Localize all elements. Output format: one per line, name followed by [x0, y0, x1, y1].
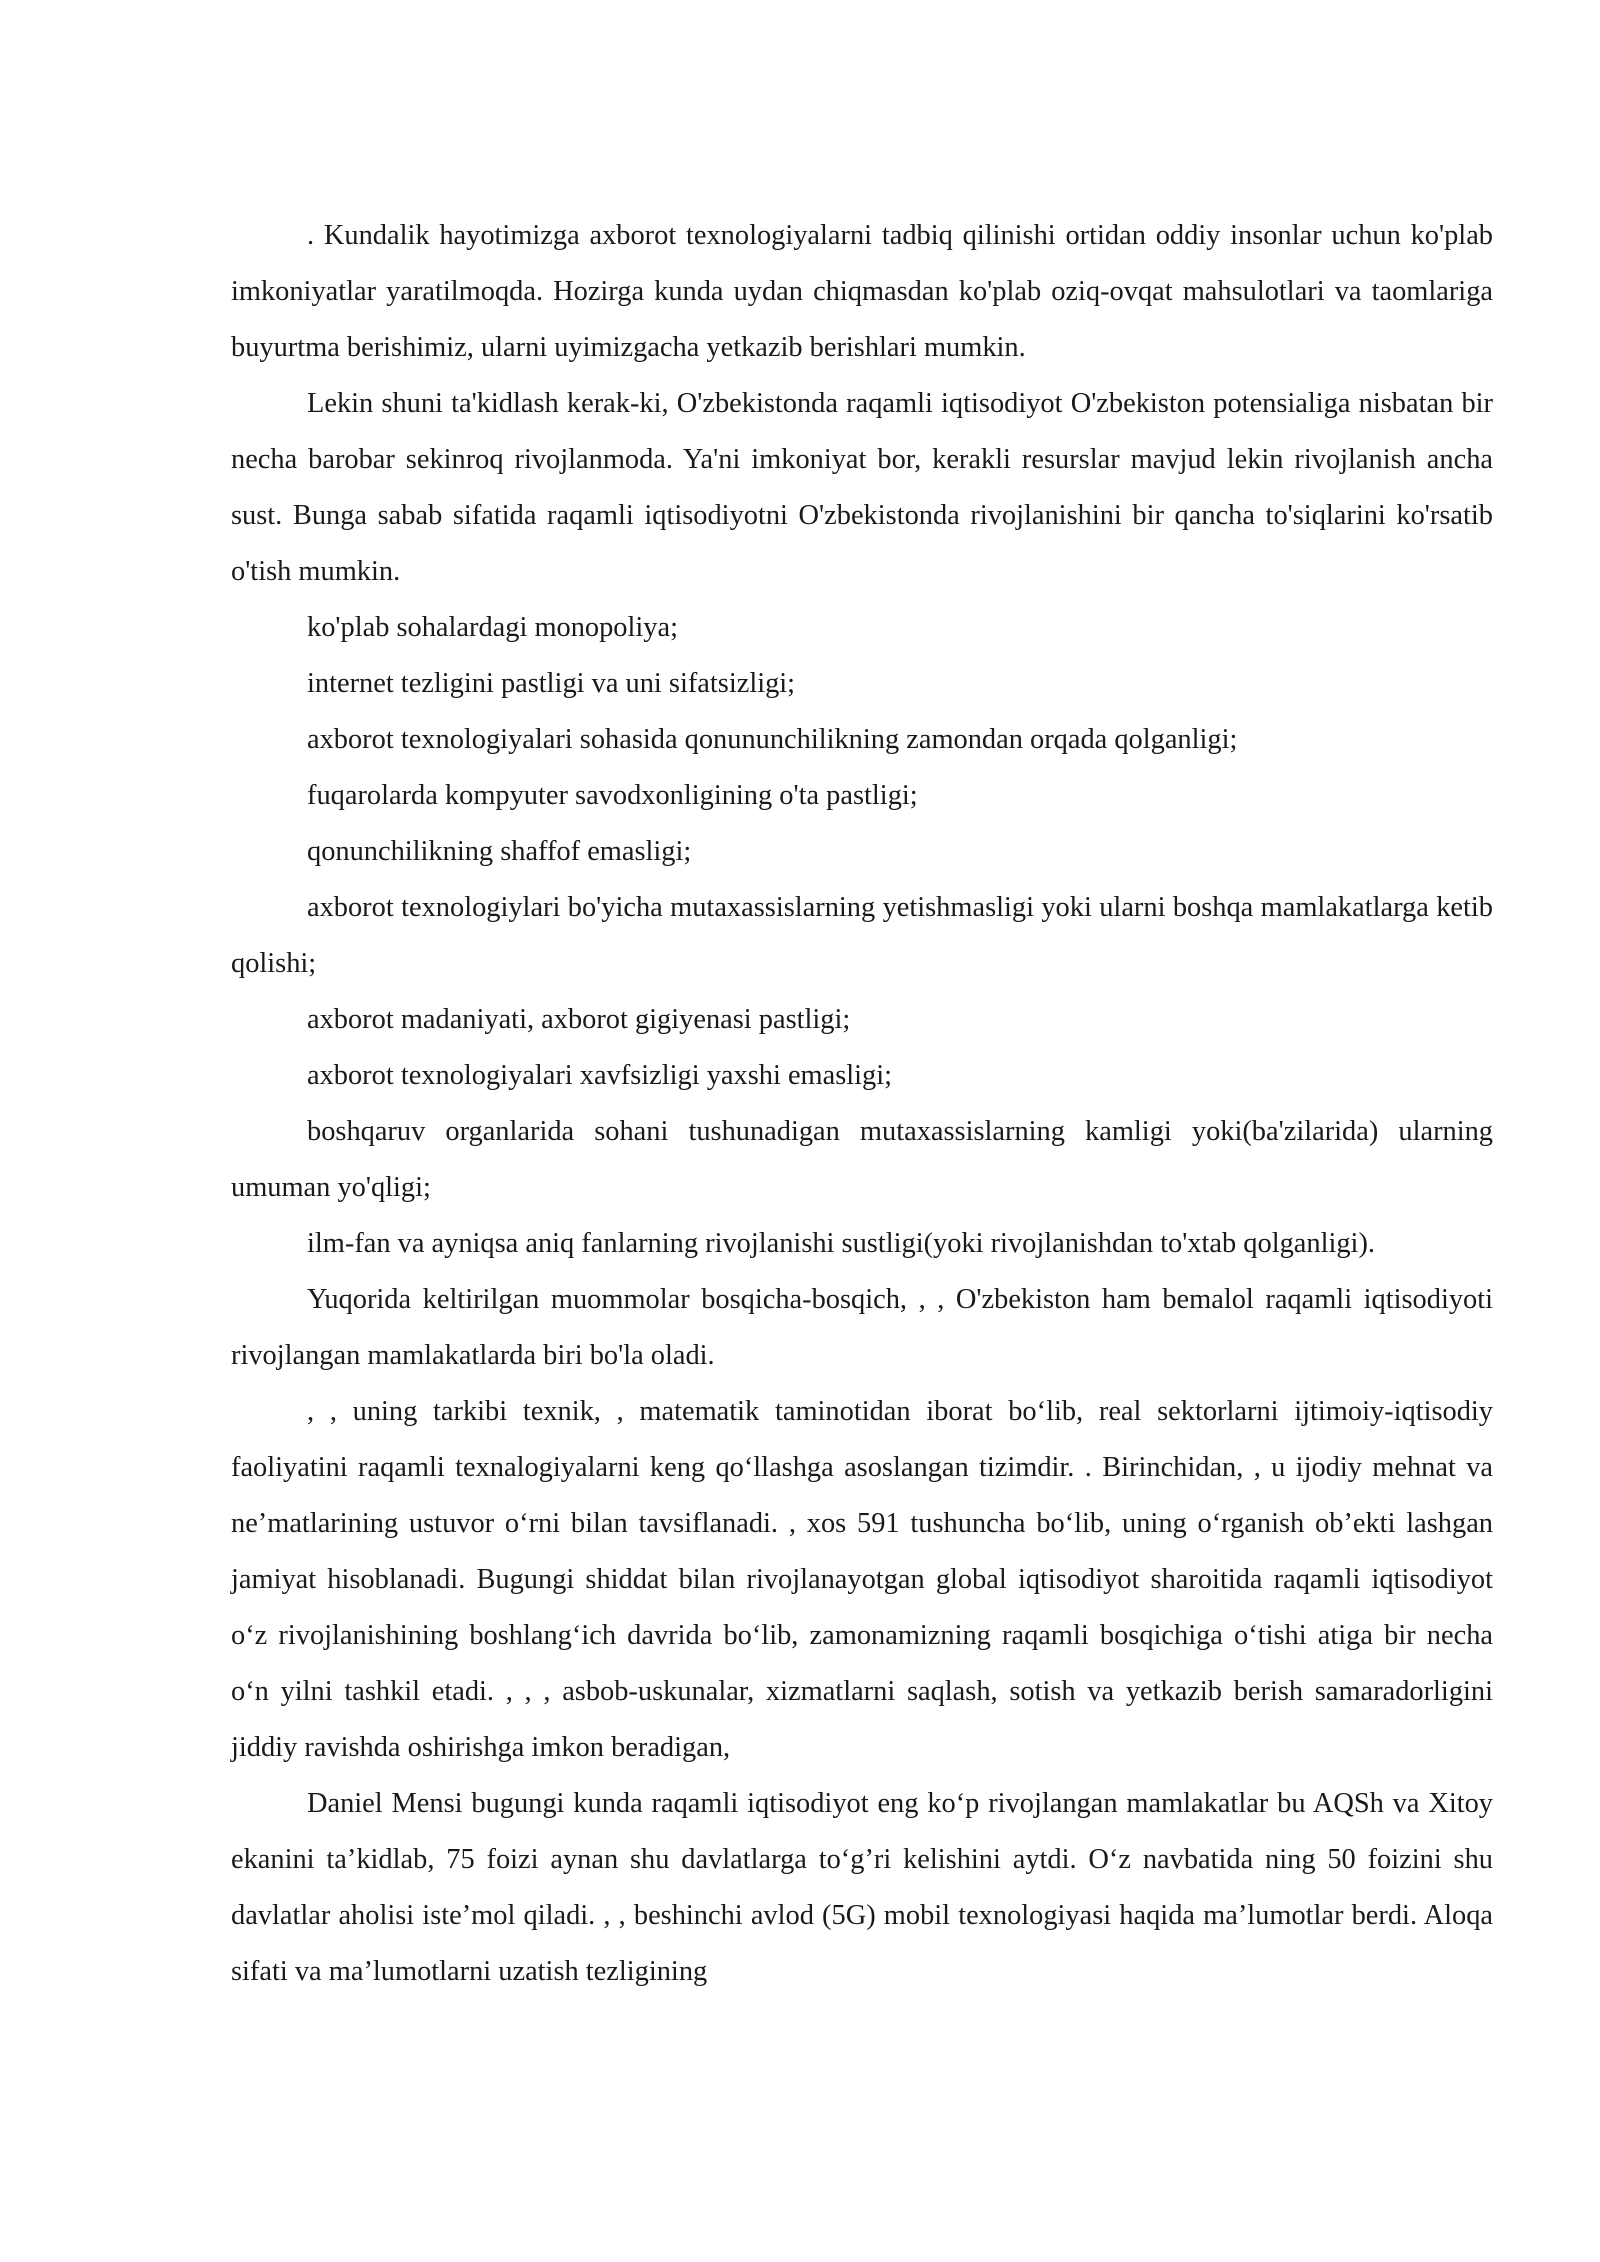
list-item-legislation-outdated: axborot texnologiyalari sohasida qonununchilikning zamondan orqada qolganligi; [307, 724, 1238, 755]
list-item-legislation-transparency: qonunchilikning shaffof emasligi; [307, 836, 692, 867]
paragraph-conclusion: Yuqorida keltirilgan muommolar bosqicha-bosqich, , , O'zbekiston ham bemalol raqamli iqtisodiyoti rivojlangan mamlakatlarda biri bo'la oladi. [231, 1284, 1493, 1371]
paragraph-daniel-mensi: Daniel Mensi bugungi kunda raqamli iqtisodiyot eng ko‘p rivojlangan mamlakatlar bu AQSh va Xitoy ekanini ta’kidlab, 75 foizi aynan shu davlatlarga to‘g’ri kelishini aytdi. O‘z navbatida ning 50 foizini shu davlatlar aholisi iste’mol qiladi. , , beshinchi avlod (5G) mobil texnologiyasi haqida ma’lumotlar berdi. Aloqa sifati va ma’lumotlarni uzatish tezligining [231, 1788, 1493, 1987]
paragraph-obstacles-intro: Lekin shuni ta'kidlash kerak-ki, O'zbekistonda raqamli iqtisodiyot O'zbekiston potensialiga nisbatan bir necha barobar sekinroq rivojlanmoda. Ya'ni imkoniyat bor, kerakli resurslar mavjud lekin rivojlanish ancha sust. Bunga sabab sifatida raqamli iqtisodiyotni O'zbekistonda rivojlanishini bir qancha to'siqlarini ko'rsatib o'tish mumkin. [231, 388, 1493, 587]
list-item-information-culture: axborot madaniyati, axborot gigiyenasi pastligi; [307, 1004, 851, 1035]
list-item-science-development: ilm-fan va ayniqsa aniq fanlarning rivojlanishi sustligi(yoki rivojlanishdan to'xtab qolganligi). [307, 1228, 1375, 1259]
list-item-management-bodies: boshqaruv organlarida sohani tushunadigan mutaxassislarning kamligi yoki(ba'zilarida) ularning umuman yo'qligi; [231, 1116, 1493, 1203]
list-item-computer-literacy: fuqarolarda kompyuter savodxonligining o'ta pastligi; [307, 780, 918, 811]
paragraph-digital-economy-definition: , , uning tarkibi texnik, , matematik taminotidan iborat bo‘lib, real sektorlarni ijtimoiy-iqtisodiy faoliyatini raqamli texnalogiyalarni keng qo‘llashga asoslangan tizimdir. . Birinchidan, , u ijodiy mehnat va ne’matlarining ustuvor o‘rni bilan tavsiflanadi. , xos 591 tushuncha bo‘lib, uning o‘rganish ob’ekti lashgan jamiyat hisoblanadi. Bugungi shiddat bilan rivojlanayotgan global iqtisodiyot sharoitida raqamli iqtisodiyot o‘z rivojlanishining boshlang‘ich davrida bo‘lib, zamonamizning raqamli bosqichiga o‘tishi atiga bir necha o‘n yilni tashkil etadi. , , , asbob-uskunalar, xizmatlarni saqlash, sotish va yetkazib berish samaradorligini jiddiy ravishda oshirishga imkon beradigan, [231, 1396, 1493, 1763]
list-item-it-security: axborot texnologiyalari xavfsizligi yaxshi emasligi; [307, 1060, 893, 1091]
list-item-specialist-shortage: axborot texnologiylari bo'yicha mutaxassislarning yetishmasligi yoki ularni boshqa mamlakatlarga ketib qolishi; [231, 892, 1493, 979]
list-item-monopoly: ko'plab sohalardagi monopoliya; [307, 612, 678, 643]
document-page [231, 208, 1493, 2000]
list-item-internet-speed: internet tezligini pastligi va uni sifatsizligi; [307, 668, 796, 699]
paragraph-intro: . Kundalik hayotimizga axborot texnologiyalarni tadbiq qilinishi ortidan oddiy insonlar uchun ko'plab imkoniyatlar yaratilmoqda. Hozirga kunda uydan chiqmasdan ko'plab oziq-ovqat mahsulotlari va taomlariga buyurtma berishimiz, ularni uyimizgacha yetkazib berishlari mumkin. [231, 220, 1493, 363]
